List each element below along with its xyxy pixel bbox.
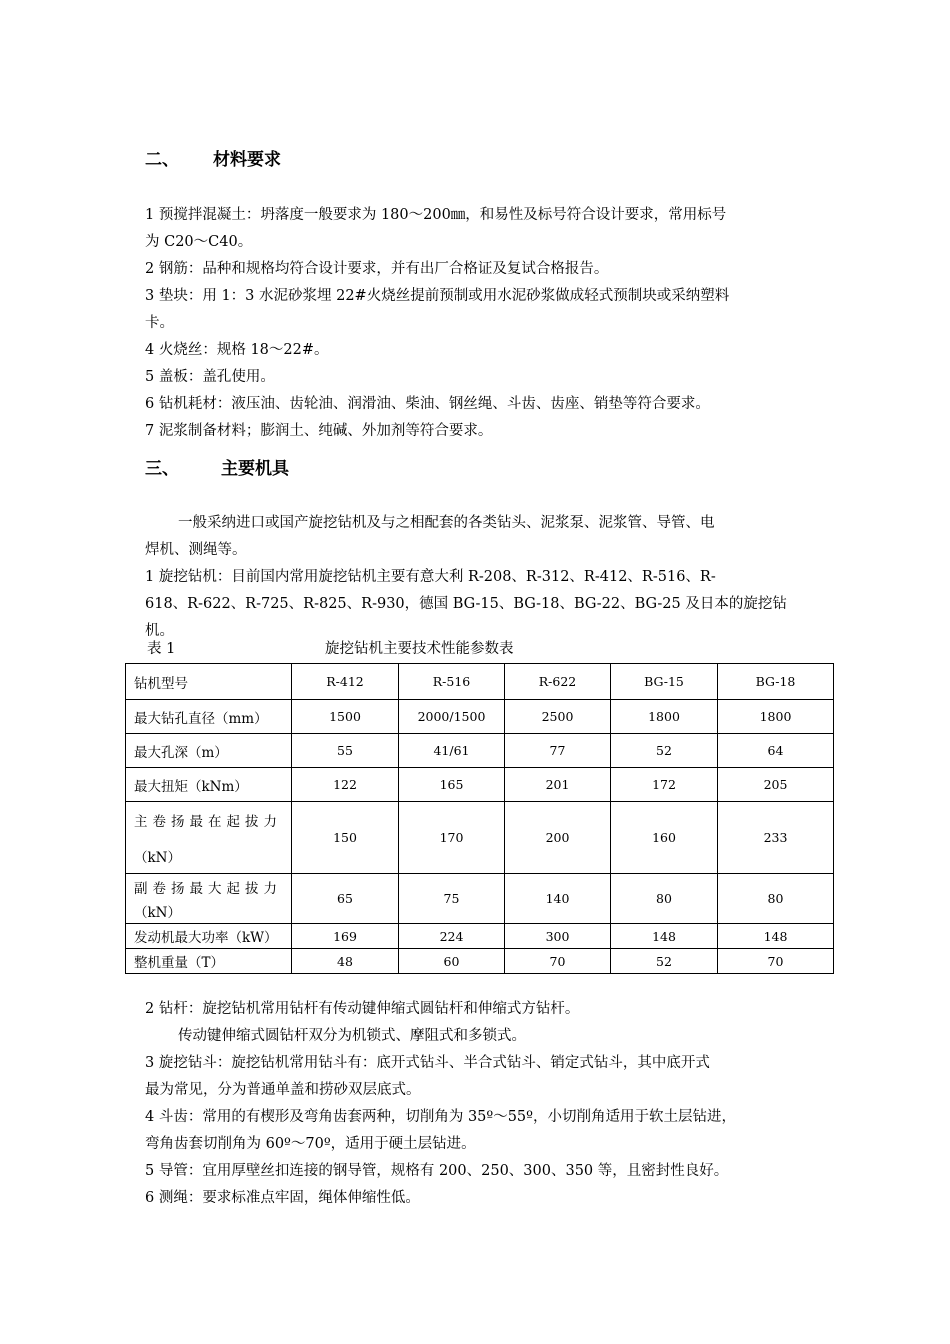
table-cell: 200 — [505, 802, 611, 874]
table-cell: 77 — [505, 734, 611, 768]
header-cell: BG-15 — [611, 664, 718, 700]
materials-line: 2 钢筋：品种和规格均符合设计要求，并有出厂合格证及复试合格报告。 — [145, 261, 609, 277]
header-cell: R-622 — [505, 664, 611, 700]
equipment-detail-line: 6 测绳：要求标准点牢固，绳体伸缩性低。 — [145, 1190, 420, 1206]
table-label: 表 1 — [147, 641, 176, 657]
row-label — [126, 874, 292, 924]
table-cell: 140 — [505, 874, 611, 924]
table-cell: 170 — [399, 802, 505, 874]
table-cell: 70 — [505, 949, 611, 974]
equipment-details — [145, 996, 815, 1212]
materials-list — [145, 202, 815, 445]
table-cell: 52 — [611, 734, 718, 768]
section-3-heading — [145, 458, 289, 480]
equipment-line: 618、R-622、R-725、R-825、R-930，德国 BG-15、BG-18、BG-22、BG-25 及日本的旋挖钻 — [145, 596, 787, 612]
table-cell: 1800 — [611, 700, 718, 734]
drill-spec-table — [125, 663, 834, 974]
table-cell: 80 — [611, 874, 718, 924]
row-label-unit: （kN） — [134, 904, 181, 921]
table-row — [126, 874, 834, 924]
section-2-number: 二、 — [145, 150, 179, 170]
materials-line: 为 C20～C40。 — [145, 234, 253, 250]
table-cell: 300 — [505, 924, 611, 949]
table-cell: 2000/1500 — [399, 700, 505, 734]
materials-line: 4 火烧丝：规格 18～22#。 — [145, 342, 329, 358]
table-cell: 2500 — [505, 700, 611, 734]
table-cell: 233 — [718, 802, 834, 874]
table-cell: 1500 — [292, 700, 399, 734]
equipment-detail-line: 最为常见，分为普通单盖和捞砂双层底式。 — [145, 1082, 421, 1098]
header-cell: BG-18 — [718, 664, 834, 700]
equipment-line: 机。 — [145, 623, 174, 639]
table-row — [126, 949, 834, 974]
equipment-detail-line: 5 导管：宜用厚壁丝扣连接的钢导管，规格有 200、250、300、350 等，且密封性良好。 — [145, 1163, 729, 1179]
table-cell: 169 — [292, 924, 399, 949]
row-label: 最大孔深（m） — [126, 734, 292, 768]
equipment-detail-line: 4 斗齿：常用的有楔形及弯角齿套两种，切削角为 35º～55º，小切削角适用于软土层钻进， — [145, 1109, 736, 1125]
row-label: 最大扭矩（kNm） — [126, 768, 292, 802]
table-cell: 165 — [399, 768, 505, 802]
row-label: 发动机最大功率（kW） — [126, 924, 292, 949]
row-label-unit: （kN） — [134, 849, 181, 866]
table-title: 旋挖钻机主要技术性能参数表 — [325, 641, 514, 657]
table-cell: 148 — [611, 924, 718, 949]
table-cell: 60 — [399, 949, 505, 974]
table-cell: 75 — [399, 874, 505, 924]
section-2-heading — [145, 149, 281, 171]
table-cell: 172 — [611, 768, 718, 802]
table-cell: 160 — [611, 802, 718, 874]
table-cell: 1800 — [718, 700, 834, 734]
table-cell: 65 — [292, 874, 399, 924]
table-cell: 64 — [718, 734, 834, 768]
table-cell: 150 — [292, 802, 399, 874]
table-row — [126, 802, 834, 874]
table-header-row — [126, 664, 834, 700]
materials-line: 1 预搅拌混凝土：坍落度一般要求为 180～200㎜，和易性及标号符合设计要求，常用标号 — [145, 207, 727, 223]
row-label — [126, 802, 292, 874]
header-cell: R-412 — [292, 664, 399, 700]
equipment-line: 一般采纳进口或国产旋挖钻机及与之相配套的各类钻头、泥浆泵、泥浆管、导管、电 — [178, 515, 715, 531]
table-row — [126, 700, 834, 734]
section-3-title: 主要机具 — [221, 459, 289, 479]
table-cell: 224 — [399, 924, 505, 949]
table-cell: 205 — [718, 768, 834, 802]
equipment-detail-line: 弯角齿套切削角为 60º～70º，适用于硬土层钻进。 — [145, 1136, 476, 1152]
equipment-detail-line: 3 旋挖钻斗：旋挖钻机常用钻斗有：底开式钻斗、半合式钻斗、销定式钻斗，其中底开式 — [145, 1055, 710, 1071]
table-row — [126, 768, 834, 802]
materials-line: 7 泥浆制备材料；膨润土、纯碱、外加剂等符合要求。 — [145, 423, 493, 439]
row-label: 整机重量（T） — [126, 949, 292, 974]
equipment-line: 1 旋挖钻机：目前国内常用旋挖钻机主要有意大利 R-208、R-312、R-412、R-516、R- — [145, 569, 716, 585]
materials-line: 6 钻机耗材：液压油、齿轮油、润滑油、柴油、钢丝绳、斗齿、齿座、销垫等符合要求。 — [145, 396, 710, 412]
table-cell: 70 — [718, 949, 834, 974]
row-label: 最大钻孔直径（mm） — [126, 700, 292, 734]
equipment-detail-line: 2 钻杆：旋挖钻机常用钻杆有传动键伸缩式圆钻杆和伸缩式方钻杆。 — [145, 1001, 580, 1017]
equipment-intro — [145, 510, 815, 645]
section-2-title: 材料要求 — [213, 150, 281, 170]
table-cell: 80 — [718, 874, 834, 924]
table-caption — [147, 638, 514, 660]
header-cell: 钻机型号 — [126, 664, 292, 700]
materials-line: 卡。 — [145, 315, 174, 331]
section-3-number: 三、 — [145, 459, 179, 479]
table-cell: 122 — [292, 768, 399, 802]
header-cell: R-516 — [399, 664, 505, 700]
table-cell: 55 — [292, 734, 399, 768]
equipment-line: 焊机、测绳等。 — [145, 542, 247, 558]
table-row — [126, 734, 834, 768]
row-label-line: 副卷扬最大起拔力 — [134, 880, 282, 897]
row-label-line: 主卷扬最在起拔力 — [134, 813, 282, 830]
equipment-detail-line: 传动键伸缩式圆钻杆双分为机锁式、摩阻式和多锁式。 — [178, 1028, 526, 1044]
materials-line: 5 盖板：盖孔使用。 — [145, 369, 275, 385]
table-cell: 41/61 — [399, 734, 505, 768]
table-cell: 148 — [718, 924, 834, 949]
table-cell: 52 — [611, 949, 718, 974]
table-cell: 201 — [505, 768, 611, 802]
table-row — [126, 924, 834, 949]
materials-line: 3 垫块：用 1：3 水泥砂浆埋 22#火烧丝提前预制或用水泥砂浆做成轻式预制块或采纳塑料 — [145, 288, 730, 304]
table-cell: 48 — [292, 949, 399, 974]
